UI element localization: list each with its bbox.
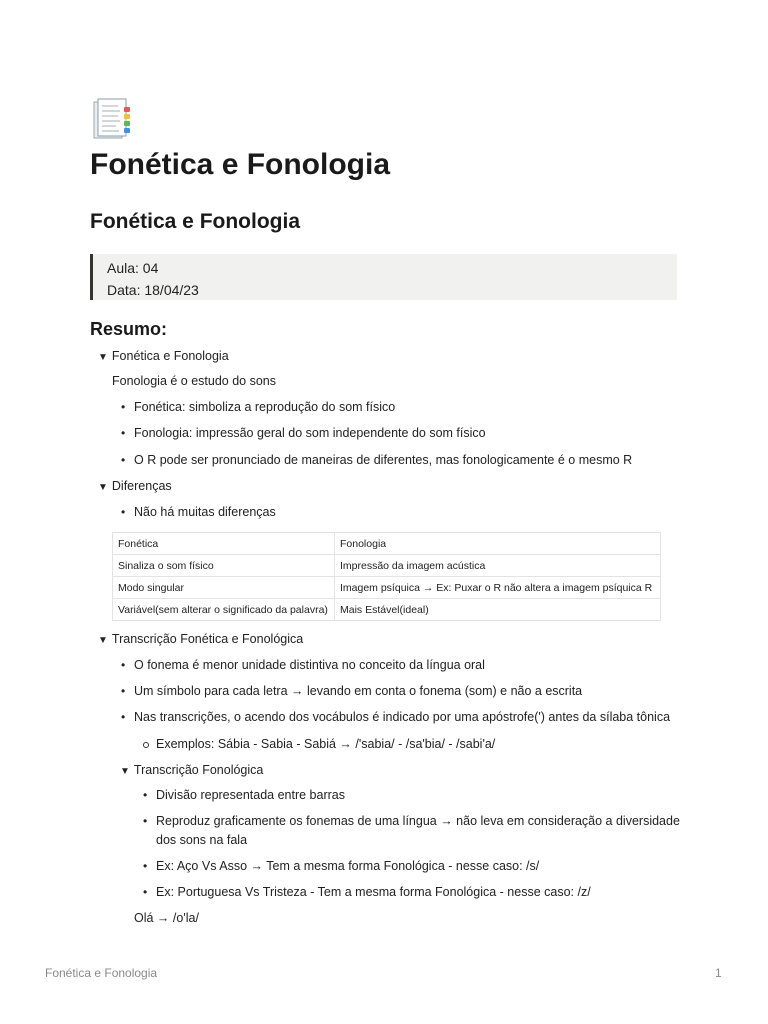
lesson-number: Aula: 04 [107, 260, 159, 276]
table-cell: Imagem psíquica → Ex: Puxar o R não altera a imagem psíquica R [335, 577, 661, 599]
toggle-transcricao[interactable]: ▼ Transcrição Fonética e Fonológica [98, 630, 303, 650]
toggle-fonetica-fonologia[interactable]: ▼ Fonética e Fonologia [98, 347, 229, 367]
list-item: • O fonema é menor unidade distintiva no conceito da língua oral [134, 656, 485, 674]
page-number: 1 [715, 966, 722, 980]
list-item-continuation: dos sons na fala [156, 833, 248, 847]
summary-heading: Resumo: [90, 319, 168, 339]
table-cell: Fonética [113, 533, 335, 555]
sub-list-item: Exemplos: Sábia - Sabia - Sabiá → /'sabia/ - /sa'bia/ - /sabi'a/ [156, 737, 496, 751]
toggle-diferencas[interactable]: ▼ Diferenças [98, 477, 172, 497]
list-item: • Ex: Aço Vs Asso → Tem a mesma forma Fonológica - nesse caso: /s/ [156, 857, 539, 875]
table-cell: Impressão da imagem acústica [335, 555, 661, 577]
toggle-triangle-icon: ▼ [120, 766, 130, 777]
table-row [113, 555, 661, 577]
toggle-triangle-icon: ▼ [98, 635, 108, 646]
toggle-triangle-icon: ▼ [98, 352, 108, 363]
list-item: • Divisão representada entre barras [156, 786, 345, 804]
toggle-transcricao-fonologica[interactable]: ▼ Transcrição Fonológica [120, 761, 263, 781]
paragraph: Fonologia é o estudo do sons [112, 374, 277, 388]
list-item: • Ex: Portuguesa Vs Tristeza - Tem a mesma forma Fonológica - nesse caso: /z/ [156, 883, 591, 901]
toggle-triangle-icon: ▼ [98, 482, 108, 493]
list-item: • Reproduz graficamente os fonemas de uma língua → não leva em consideração a diversidade [156, 812, 680, 830]
lesson-date: Data: 18/04/23 [107, 282, 199, 298]
differences-table [112, 532, 661, 621]
list-item: • Fonologia: impressão geral do som independente do som físico [134, 424, 486, 442]
paragraph: Olá → /o'la/ [134, 911, 199, 925]
list-item: • Um símbolo para cada letra → levando em conta o fonema (som) e não a escrita [134, 682, 582, 700]
table-row [113, 533, 661, 555]
page-title: Fonética e Fonologia [90, 148, 391, 181]
table-row [113, 599, 661, 621]
list-item: • Nas transcrições, o acendo dos vocábulos é indicado por uma apóstrofe(') antes da sílaba tônica [134, 708, 670, 726]
list-item: • O R pode ser pronunciado de maneiras de diferentes, mas fonologicamente é o mesmo R [134, 451, 632, 469]
notes-document-icon [92, 98, 132, 142]
table-cell: Variável(sem alterar o significado da palavra) [113, 599, 335, 621]
lesson-info-callout [90, 254, 677, 300]
table-row [113, 577, 661, 599]
list-item: • Fonética: simboliza a reprodução do som físico [134, 398, 395, 416]
footer-title: Fonética e Fonologia [45, 966, 158, 980]
section-heading: Fonética e Fonologia [90, 210, 301, 233]
table-cell: Fonologia [335, 533, 661, 555]
table-cell: Modo singular [113, 577, 335, 599]
table-cell: Mais Estável(ideal) [335, 599, 661, 621]
list-item: • Não há muitas diferenças [134, 503, 276, 521]
table-cell: Sinaliza o som físico [113, 555, 335, 577]
